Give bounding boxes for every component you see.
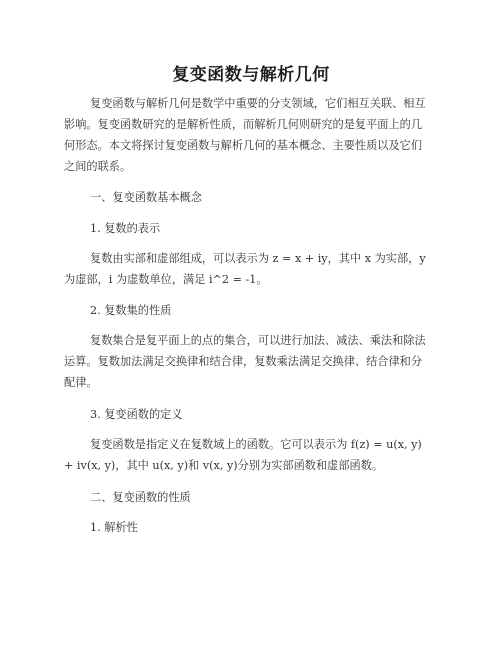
document-title: 复变函数与解析几何 <box>172 65 330 85</box>
subsection-heading-1-2: 2. 复数集的性质 <box>90 304 172 317</box>
paragraph-complex-set-properties: 复数集合是复平面上的点的集合，可以进行加法、减法、乘法和除法运算。复数加法满足交换律和结合律，复数乘法满足交换律、结合律和分配律。 <box>64 334 426 389</box>
subsection-heading-1-1: 1. 复数的表示 <box>90 222 161 235</box>
paragraph-complex-function-definition: 复变函数是指定义在复数域上的函数。它可以表示为 f(z) = u(x, y) + iv(x, y)，其中 u(x, y)和 v(x, y)分别为实部函数和虚部函数。 <box>64 438 422 472</box>
intro-paragraph: 复变函数与解析几何是数学中重要的分支领域，它们相互关联、相互影响。复变函数研究的是解析性质，而解析几何则研究的是复平面上的几何形态。本文将探讨复变函数与解析几何的基本概念、主要性质以及它们之间的联系。 <box>64 97 426 173</box>
subsection-heading-2-1: 1. 解析性 <box>90 521 138 534</box>
subsection-heading-1-3: 3. 复变函数的定义 <box>90 408 183 421</box>
section-heading-1: 一、复变函数基本概念 <box>90 191 202 204</box>
section-heading-2: 二、复变函数的性质 <box>90 491 191 504</box>
paragraph-complex-representation: 复数由实部和虚部组成，可以表示为 z = x + iy，其中 x 为实部，y 为虚部，i 为虚数单位，满足 i^2 = -1。 <box>64 252 426 286</box>
